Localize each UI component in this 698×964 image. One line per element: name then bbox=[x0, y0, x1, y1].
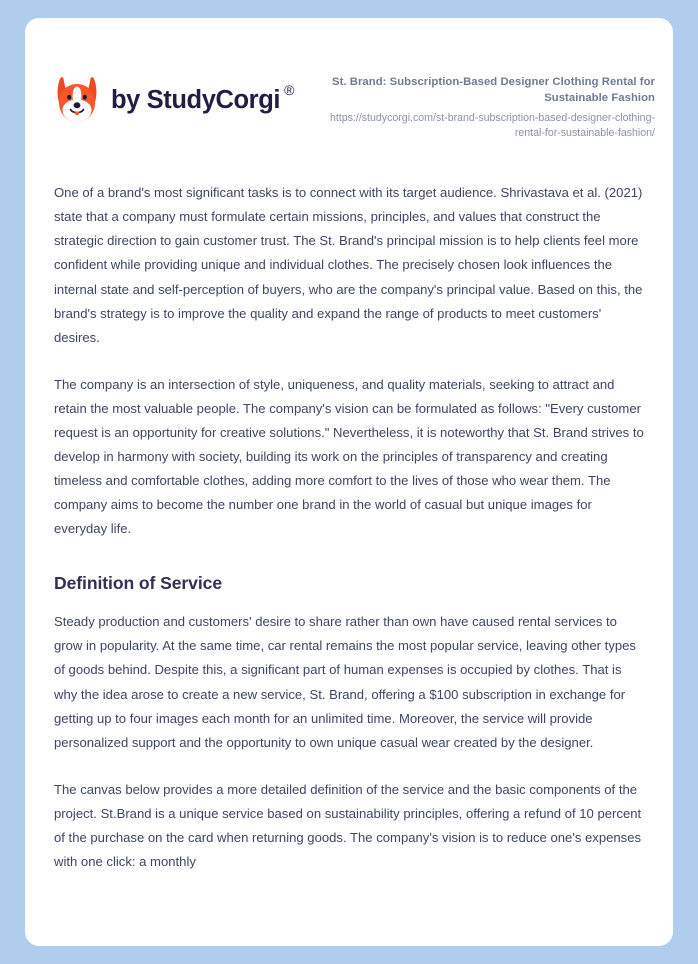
paragraph: The company is an intersection of style, uniqueness, and quality materials, seeking to attract and retain the most valuable people. The company's vision can be formulated as follows: "Every customer request is an opportunity for creative solutions." Nevertheless, it is noteworthy that St. Brand strives to develop in harmony with society, building its work on the principles of transparency and creating timeless and comfortable clothes, adding more comfort to the lives of those who wear them. The company aims to become the number one brand in the world of casual but unique images for everyday life. bbox=[54, 376, 644, 537]
brand-name-text: by StudyCorgi bbox=[111, 85, 281, 114]
paragraph: The canvas below provides a more detailed definition of the service and the basic components of the project. St.Brand is a unique service based on sustainability principles, offering a refund of 10 percent of the purchase on the card when returning goods. The company's vision is to reduce one's expenses with one click: a monthly bbox=[54, 781, 642, 870]
section-heading-definition-of-service: Definition of Service bbox=[54, 573, 223, 594]
page-title: St. Brand: Subscription-Based Designer Clothing Rental for Sustainable Fashion bbox=[331, 76, 655, 105]
brand-wordmark bbox=[111, 81, 294, 115]
header-meta bbox=[307, 72, 655, 141]
paragraph: One of a brand's most significant tasks is to connect with its target audience. Shrivastava et al. (2021) state that a company must formulate certain missions, principles, and values that construct the strategic direction to gain customer trust. The St. Brand's principal mission is to help clients feel more confident while providing unique and individual clothes. The precisely chosen look influences the internal state and self-perception of buyers, who are the company's principal value. Based on this, the brand's strategy is to improve the quality and expand the range of products to meet customers' desires. bbox=[54, 185, 643, 345]
paragraph: Steady production and customers' desire to share rather than own have caused rental services to grow in popularity. At the same time, car rental remains the most popular service, leaving other types of goods behind. Despite this, a significant part of human expenses is occupied by clothes. That is why the idea arose to create a new service, St. Brand, offering a $100 subscription in exchange for getting up to four images each month for an unlimited time. Moreover, the service will provide personalized support and the opportunity to own unique casual wear created by the designer. bbox=[54, 614, 636, 750]
document-page bbox=[25, 18, 673, 946]
source-url[interactable]: https://studycorgi.com/st-brand-subscription-based-designer-clothing-rental-for-sustainable-fashion/ bbox=[329, 112, 655, 140]
registered-trademark-icon: ® bbox=[284, 81, 294, 98]
corgi-head-icon bbox=[54, 76, 100, 124]
document-body bbox=[25, 181, 673, 874]
document-header bbox=[25, 18, 673, 141]
brand-lockup bbox=[54, 72, 294, 124]
